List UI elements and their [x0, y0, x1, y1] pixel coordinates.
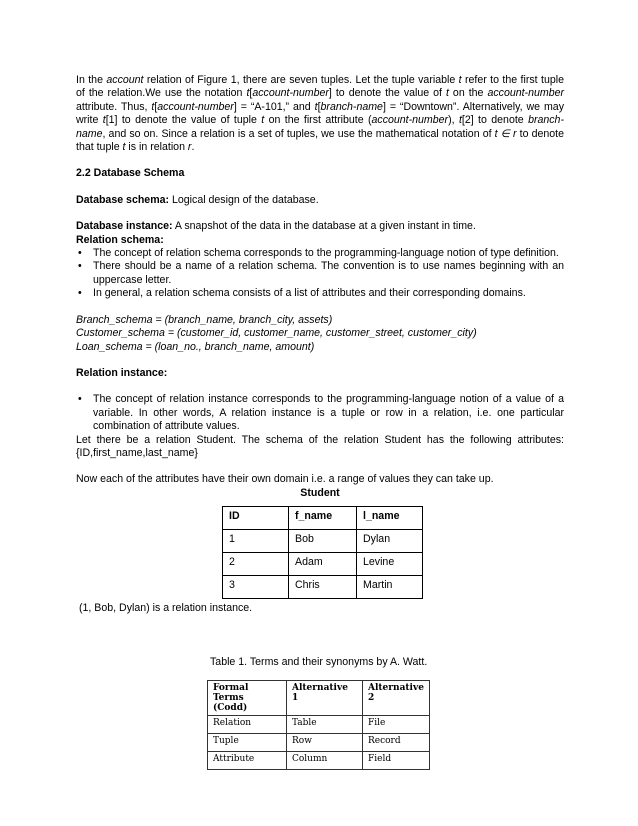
schema-line: Customer_schema = (customer_id, customer_name, customer_street, customer_city) — [76, 327, 477, 340]
intro-paragraph: In the account relation of Figure 1, there are seven tuples. Let the tuple variable t refer to the first tuple of the relation.We use the notation t[account-number] to denote the value of t on the account-number attribute. Thus, t[account-number] = “A-101,” and t[branch-name] = “Downtown”. Alternatively, we may write t[1] to denote the value of tuple t on the first attribute (account-number), t[2] to denote branch-name, and so on. Since a relation is a set of tuples, we use the mathematical notation of t ∈ r to denote that tuple t is in relation r. — [76, 74, 565, 154]
table-header-cell: l_name — [357, 507, 423, 530]
table-header-row — [223, 507, 423, 530]
student-table-title: Student — [300, 486, 340, 499]
relation-instance-note: (1, Bob, Dylan) is a relation instance. — [79, 602, 253, 615]
table-cell: Attribute — [208, 751, 287, 769]
schema-line: Loan_schema = (loan_no., branch_name, amount) — [76, 340, 315, 353]
db-schema-def: Database schema: Logical design of the database. — [76, 193, 319, 206]
table-header-row — [208, 680, 430, 715]
table-cell: Table — [287, 715, 363, 733]
student-relation-paragraph: Let there be a relation Student. The schema of the relation Student has the following attributes: {ID,first_name,last_name} — [76, 433, 564, 459]
domain-note: Now each of the attributes have their own domain i.e. a range of values they can take up. — [76, 473, 494, 486]
table-header-cell: f_name — [289, 507, 357, 530]
table-row — [208, 751, 430, 769]
table-caption: Table 1. Terms and their synonyms by A. Watt. — [210, 655, 428, 668]
relation-schema-list — [76, 247, 564, 301]
table-cell: Field — [363, 751, 430, 769]
schema-line: Branch_schema = (branch_name, branch_city, assets) — [76, 313, 333, 326]
table-cell: Dylan — [357, 530, 423, 553]
list-item: • There should be a name of a relation schema. The convention is to use names beginning with an uppercase letter. — [76, 260, 564, 287]
list-item: • In general, a relation schema consists of a list of attributes and their corresponding domains. — [76, 287, 564, 300]
table-cell: Bob — [289, 530, 357, 553]
table-header-cell: Alternative 1 — [287, 680, 363, 715]
table-cell: 1 — [223, 530, 289, 553]
terms-table — [207, 680, 430, 770]
table-cell: Tuple — [208, 733, 287, 751]
list-item: • The concept of relation schema corresponds to the programming-language notion of type definition. — [76, 247, 564, 260]
relation-instance-list — [76, 393, 564, 433]
table-cell: Adam — [289, 553, 357, 576]
table-cell: Martin — [357, 576, 423, 599]
table-row — [208, 715, 430, 733]
table-row — [223, 553, 423, 576]
table-cell: Row — [287, 733, 363, 751]
table-cell: 3 — [223, 576, 289, 599]
table-row — [223, 530, 423, 553]
table-cell: Chris — [289, 576, 357, 599]
table-cell: 2 — [223, 553, 289, 576]
table-header-cell: Formal Terms (Codd) — [208, 680, 287, 715]
table-header-cell: Alternative 2 — [363, 680, 430, 715]
table-cell: Relation — [208, 715, 287, 733]
relation-schema-heading: Relation schema: — [76, 233, 164, 246]
table-row — [208, 733, 430, 751]
table-cell: Column — [287, 751, 363, 769]
list-item: • The concept of relation instance corresponds to the programming-language notion of a value of a variable. In other words, A relation instance is a tuple or row in a relation, i.e. one particular combination of attribute values. — [76, 393, 564, 433]
relation-instance-heading: Relation instance: — [76, 366, 168, 379]
table-row — [223, 576, 423, 599]
table-header-cell: ID — [223, 507, 289, 530]
student-table — [222, 506, 423, 599]
table-cell: Record — [363, 733, 430, 751]
table-cell: Levine — [357, 553, 423, 576]
document-page — [76, 74, 564, 770]
db-instance-def: Database instance: A snapshot of the data in the database at a given instant in time. — [76, 220, 476, 233]
section-heading: 2.2 Database Schema — [76, 167, 185, 180]
table-cell: File — [363, 715, 430, 733]
